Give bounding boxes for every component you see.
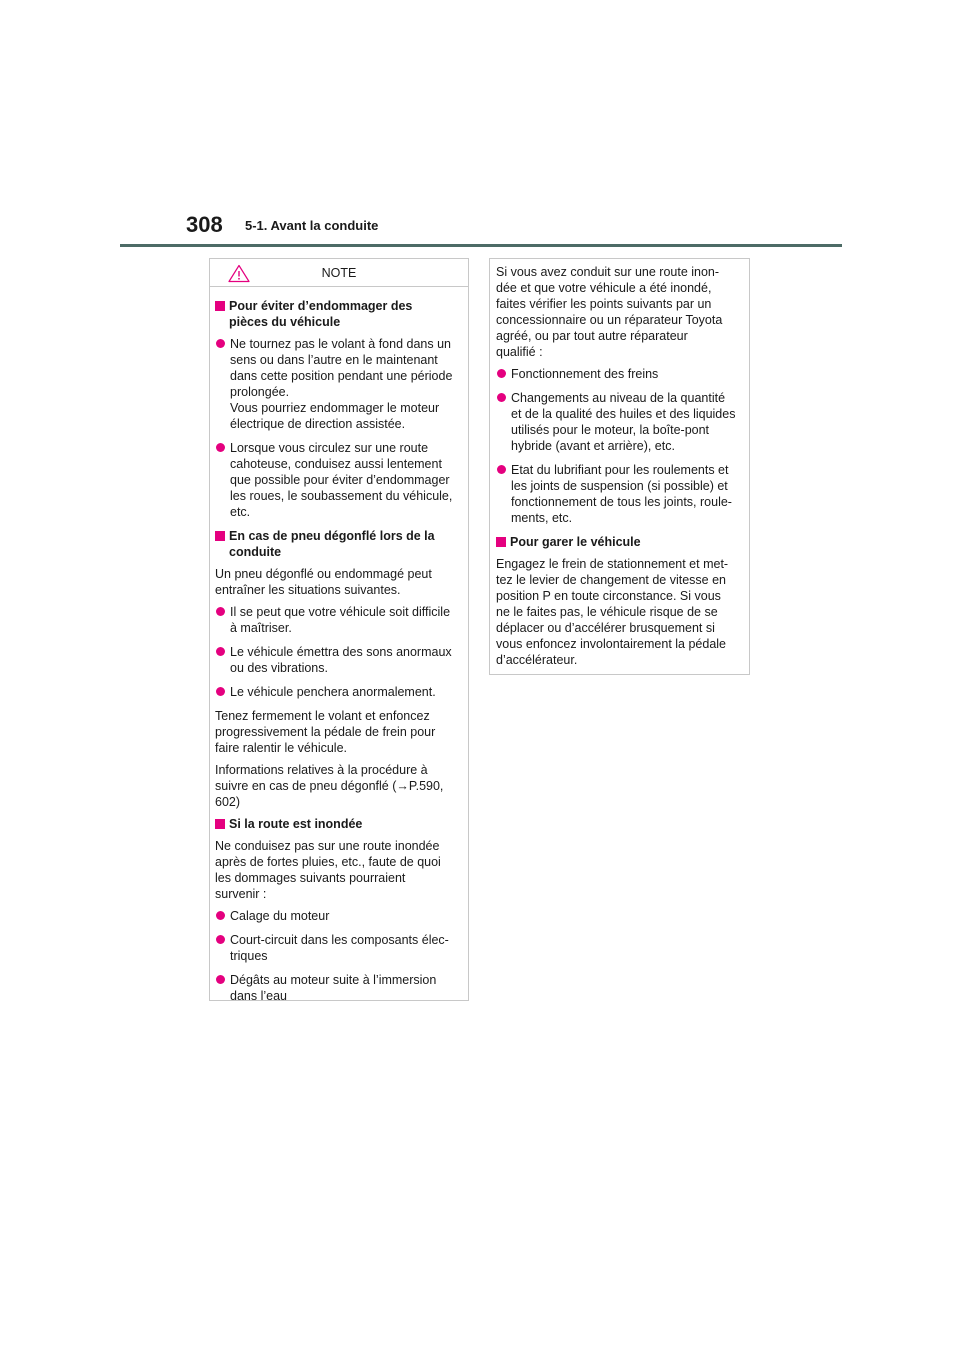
list-item-text: Calage du moteur: [230, 909, 330, 923]
circle-bullet-icon: [216, 443, 225, 452]
paragraph: Si vous avez conduit sur une route inon- dée et que votre véhicule a été inondé, faites vérifier les points suivants par un concessionnaire ou un réparateur Toyota agréé, ou par tout autre réparateur qualifié :: [496, 265, 723, 359]
note-box: [209, 258, 469, 1001]
paragraph: Engagez le frein de stationnement et met- tez le levier de changement de vitesse en position P en toute circonstance. Si vous ne le faites pas, le véhicule risque de se déplacer ou d’accélérer brusquement si vous enfoncez involontairement la pédale d’accélérateur.: [496, 557, 729, 667]
list-item: [215, 604, 460, 636]
list-item-text: Le véhicule penchera anormalement.: [230, 685, 436, 699]
square-bullet-icon: [215, 531, 225, 541]
circle-bullet-icon: [497, 369, 506, 378]
note-continuation-box: [489, 258, 750, 675]
warning-triangle-icon: [228, 264, 250, 283]
list-item: [215, 684, 460, 700]
paragraph: Informations relatives à la procédure à suivre en cas de pneu dégonflé (→P.590, 602): [215, 763, 444, 809]
heading-flat-tire: [215, 528, 460, 560]
note-continuation-content: [490, 259, 749, 668]
heading-damage-prevention: [215, 298, 460, 330]
paragraph: Ne conduisez pas sur une route inondée après de fortes pluies, etc., faute de quoi les dommages suivants pourraient survenir :: [215, 839, 441, 901]
circle-bullet-icon: [216, 975, 225, 984]
list-item: [215, 908, 460, 924]
heading-text: Pour garer le véhicule: [510, 535, 641, 549]
list-item: [496, 390, 741, 454]
square-bullet-icon: [215, 819, 225, 829]
paragraph: Un pneu dégonflé ou endommagé peut entraîner les situations suivantes.: [215, 567, 432, 597]
circle-bullet-icon: [497, 393, 506, 402]
header-rule: [120, 244, 842, 247]
heading-parking: [496, 534, 741, 550]
list-item-text: Etat du lubrifiant pour les roulements et les joints de suspension (si possible) et fonctionnement de tous les joints, roule- ments, etc.: [511, 463, 732, 525]
square-bullet-icon: [496, 537, 506, 547]
list-item: [496, 462, 741, 526]
circle-bullet-icon: [216, 935, 225, 944]
list-item-text: Dégâts au moteur suite à l’immersion dans l’eau: [230, 973, 437, 1003]
list-item-text: Il se peut que votre véhicule soit difficile à maîtriser.: [230, 605, 451, 635]
square-bullet-icon: [215, 301, 225, 311]
list-item: [215, 440, 460, 520]
list-item: [215, 644, 460, 676]
list-item-text: Le véhicule émettra des sons anormaux ou des vibrations.: [230, 645, 452, 675]
section-title: 5-1. Avant la conduite: [245, 218, 379, 233]
heading-text: Si la route est inondée: [229, 817, 363, 831]
list-item-text: Court-circuit dans les composants élec- triques: [230, 933, 449, 963]
note-label: NOTE: [321, 265, 357, 280]
list-item: [215, 972, 460, 1004]
list-item: [215, 932, 460, 964]
page-number: 308: [186, 212, 223, 237]
heading-text: En cas de pneu dégonflé lors de la conduite: [229, 529, 435, 559]
circle-bullet-icon: [216, 911, 225, 920]
circle-bullet-icon: [216, 607, 225, 616]
heading-flooded-road: [215, 816, 460, 832]
list-item-text: Lorsque vous circulez sur une route cahoteuse, conduisez aussi lentement que possible pour éviter d’endommager les roues, le soubassement du véhicule, etc.: [230, 441, 453, 519]
list-item-text: Fonctionnement des freins: [511, 367, 659, 381]
note-content: [210, 287, 468, 1004]
list-item: [496, 366, 741, 382]
heading-text: Pour éviter d’endommager des pièces du véhicule: [229, 299, 413, 329]
circle-bullet-icon: [216, 647, 225, 656]
note-header: [210, 259, 468, 287]
list-item: [215, 336, 460, 432]
paragraph: Tenez fermement le volant et enfoncez progressivement la pédale de frein pour faire ralentir le véhicule.: [215, 709, 436, 755]
circle-bullet-icon: [216, 339, 225, 348]
circle-bullet-icon: [216, 687, 225, 696]
list-item-text: Ne tournez pas le volant à fond dans un sens ou dans l’autre en le maintenant dans cette position pendant une période prolongée. Vous pourriez endommager le moteur électrique de direction assistée.: [230, 337, 453, 431]
circle-bullet-icon: [497, 465, 506, 474]
list-item-text: Changements au niveau de la quantité et de la qualité des huiles et des liquides utilisés pour le moteur, la boîte-pont hybride (avant et arrière), etc.: [511, 391, 736, 453]
